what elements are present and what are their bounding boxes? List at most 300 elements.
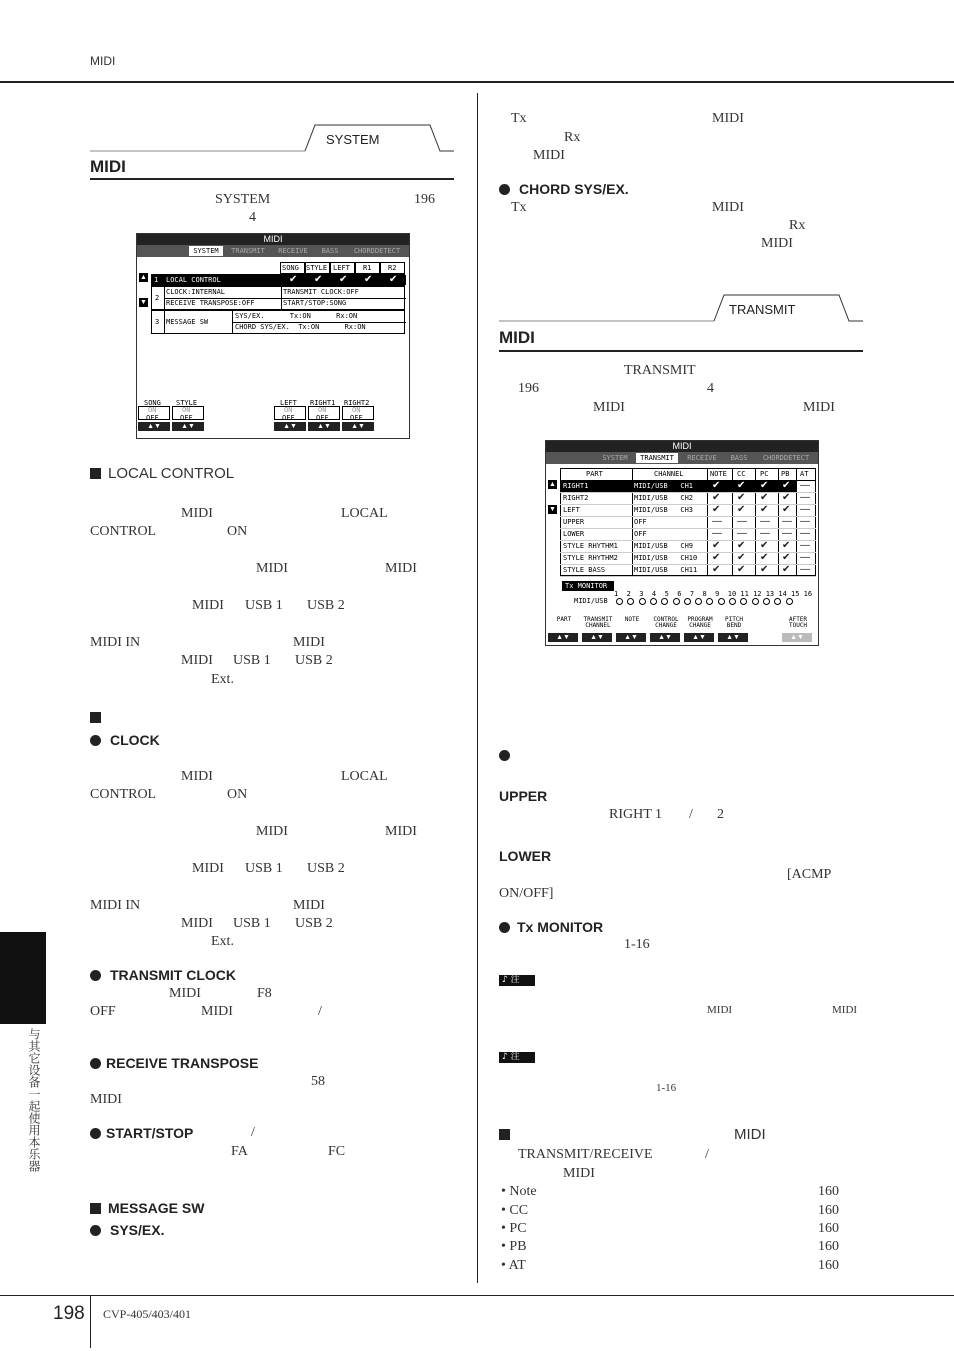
note2-icon: ♪ [502, 1052, 508, 1062]
note2-label: 注 [510, 1052, 520, 1062]
lc-l6c: USB 2 [295, 653, 333, 668]
clock-setting[interactable]: CLOCK:INTERNAL [166, 288, 226, 296]
style-on: ON [182, 406, 191, 414]
tx-lcd-tab-bar [546, 452, 818, 464]
lcd-tab-transmit[interactable]: TRANSMIT [231, 247, 265, 255]
scroll-up-icon[interactable]: ▲ [140, 274, 147, 281]
song-label: SONG [144, 399, 161, 407]
lcd-title: MIDI [137, 234, 409, 245]
dash-icon[interactable]: — [760, 516, 770, 527]
system-tab-label: SYSTEM [326, 132, 380, 147]
upper-l1c: 2 [717, 807, 724, 822]
row1-num: 1 [154, 276, 159, 284]
dash-icon[interactable]: — [800, 564, 810, 575]
monitor-dot [695, 598, 702, 605]
check-song[interactable]: ✔ [289, 274, 298, 285]
side-chapter-label: 与其它设备一起使用本乐器 [27, 1028, 41, 1172]
col-r2-label: R2 [388, 264, 397, 272]
dash-icon[interactable]: — [760, 528, 770, 539]
tx-arrows-icon[interactable]: ▲▼ [616, 633, 646, 642]
tx-scroll-up-icon[interactable]: ▲ [549, 481, 556, 488]
tx-row[interactable] [560, 565, 816, 577]
left-label: LEFT [280, 399, 297, 407]
rt-l2: MIDI [90, 1092, 122, 1107]
tx-bottom-label: CONTROL CHANGE [653, 616, 679, 629]
check-icon[interactable]: ✔ [712, 492, 721, 503]
transmit-tab-shape [499, 292, 863, 324]
check-icon[interactable]: ✔ [782, 564, 791, 575]
tx-arrows-icon[interactable]: ▲▼ [582, 633, 612, 642]
r-top-l2: Rx [564, 130, 581, 145]
event-note-val: 160 [818, 1184, 839, 1199]
check-style[interactable]: ✔ [314, 274, 323, 285]
tx-monitor-numbers: 1 2 3 4 5 6 7 8 9 10 11 12 13 14 15 16 [614, 590, 813, 598]
intro-page: 196 [414, 192, 435, 207]
transmit-clock-setting[interactable]: TRANSMIT CLOCK:OFF [283, 288, 359, 296]
monitor-dot [786, 598, 793, 605]
lc-l4c: USB 2 [307, 598, 345, 613]
chord-l3: MIDI [761, 236, 793, 251]
dash-icon[interactable]: — [800, 540, 810, 551]
lc-l4a: MIDI [192, 598, 224, 613]
row1-label: LOCAL CONTROL [166, 276, 221, 284]
col-song [280, 262, 305, 274]
local-control-heading: LOCAL CONTROL [108, 465, 235, 482]
tx-row-part: STYLE RHYTHM1 [563, 542, 618, 550]
monitor-dot [616, 598, 623, 605]
lc-l4b: USB 1 [245, 598, 283, 613]
check-icon[interactable]: ✔ [760, 480, 769, 491]
intro-system: SYSTEM [215, 192, 271, 207]
tx-bottom-label: NOTE [624, 616, 640, 623]
check-icon[interactable]: ✔ [712, 564, 721, 575]
tx-bottom-button[interactable] [616, 616, 648, 643]
tx-row-channel: MIDI/USB CH2 [634, 494, 694, 502]
tx-col-note: NOTE [710, 470, 727, 478]
part-bullet-icon [499, 750, 510, 761]
lc-l3a: MIDI [256, 561, 288, 576]
lc-l1a: MIDI [181, 506, 213, 521]
r-intro-l1: TRANSMIT [624, 363, 696, 378]
event-at-val: 160 [818, 1258, 839, 1273]
col-style-label: STYLE [306, 264, 328, 272]
clk-l1b: LOCAL [341, 769, 388, 784]
tx-bottom-label: TRANSMIT CHANNEL [583, 616, 613, 629]
dash-icon[interactable]: — [782, 528, 792, 539]
monitor-dot [673, 598, 680, 605]
transmit-clock-heading: TRANSMIT CLOCK [110, 967, 236, 983]
chord-heading: CHORD SYS/EX. [519, 181, 629, 197]
tx-bottom-label: PITCH BEND [724, 616, 744, 629]
tx-row-part: LEFT [563, 506, 580, 514]
right2-on: ON [352, 406, 361, 414]
tx-row-channel: MIDI/USB CH10 [634, 554, 698, 562]
ss-slash: / [251, 1125, 255, 1140]
left-arrows[interactable]: ▲▼ [274, 422, 306, 431]
tx-lcd-title: MIDI [546, 441, 818, 452]
clk-l5a: MIDI IN [90, 898, 141, 913]
tx-row[interactable] [560, 553, 816, 565]
dash-icon[interactable]: — [800, 480, 810, 491]
monitor-dot [763, 598, 770, 605]
tx-bottom-button[interactable] [782, 616, 814, 643]
left-on: ON [284, 406, 293, 414]
lcd-group-3 [151, 310, 405, 334]
tx-row-channel: MIDI/USB CH9 [634, 542, 694, 550]
events-square-icon [499, 1129, 510, 1140]
col-style [305, 262, 330, 274]
tx-col-cc: CC [737, 470, 746, 478]
right-section-rule [499, 350, 863, 352]
right2-arrows[interactable]: ▲▼ [342, 422, 374, 431]
check-icon[interactable]: ✔ [782, 540, 791, 551]
model-name: CVP-405/403/401 [103, 1307, 192, 1321]
chord-bullet-icon [499, 184, 510, 195]
right1-on: ON [318, 406, 327, 414]
check-icon[interactable]: ✔ [737, 492, 746, 503]
tx-row[interactable] [560, 529, 816, 541]
check-icon[interactable]: ✔ [737, 564, 746, 575]
event-pb-val: 160 [818, 1239, 839, 1254]
tx-row[interactable] [560, 505, 816, 517]
chord-l2: Rx [789, 218, 806, 233]
side-chapter-tab [0, 932, 46, 1024]
transmit-clock-bullet-icon [90, 970, 101, 981]
monitor-dot [718, 598, 725, 605]
style-label: STYLE [176, 399, 198, 407]
clock-bullet-icon [90, 735, 101, 746]
check-icon[interactable]: ✔ [712, 480, 721, 491]
clk-l6a: MIDI [181, 916, 213, 931]
receive-transpose-bullet-icon [90, 1058, 101, 1069]
note1-icon: ♪ [502, 975, 508, 985]
r-top-l3: MIDI [533, 148, 565, 163]
message-sw-label: MESSAGE SW [166, 318, 209, 326]
tx-row-part: RIGHT2 [563, 494, 589, 502]
tx-row-part: STYLE BASS [563, 566, 606, 574]
lcd-row-local-control[interactable] [151, 274, 405, 286]
start-stop-bullet-icon [90, 1128, 101, 1139]
monitor-dot [627, 598, 634, 605]
tx-monitor-l1: 1-16 [624, 937, 650, 952]
dash-icon[interactable]: — [782, 516, 792, 527]
col-song-label: SONG [282, 264, 299, 272]
check-icon[interactable]: ✔ [782, 552, 791, 563]
lc-l5b: MIDI [293, 635, 325, 650]
check-icon[interactable]: ✔ [782, 492, 791, 503]
check-icon[interactable]: ✔ [782, 504, 791, 515]
message-sw-heading: MESSAGE SW [108, 1200, 205, 1216]
lcd-tab-system[interactable]: SYSTEM [189, 246, 223, 256]
events-heading: MIDI [734, 1126, 766, 1143]
upper-heading: UPPER [499, 788, 548, 804]
tx-arrows-icon[interactable]: ▲▼ [782, 633, 812, 642]
monitor-dot [706, 598, 713, 605]
right-section-title: MIDI [499, 328, 535, 347]
tx-bottom-label: AFTER TOUCH [788, 616, 808, 629]
section-square-icon [90, 712, 101, 723]
note2-badge [499, 1052, 535, 1063]
tx-monitor-bullet-icon [499, 922, 510, 933]
lc-l3b: MIDI [385, 561, 417, 576]
lcd-tab-chorddetect[interactable]: CHORDDETECT [353, 247, 401, 255]
ss-l1a: FA [231, 1144, 248, 1159]
check-icon[interactable]: ✔ [760, 504, 769, 515]
tx-tab-transmit[interactable]: TRANSMIT [636, 453, 678, 463]
tx-arrows-icon[interactable]: ▲▼ [650, 633, 680, 642]
tc-l2c: / [318, 1004, 322, 1019]
event-at: • AT [501, 1258, 526, 1273]
dash-icon[interactable]: — [737, 528, 747, 539]
r-intro-l2b: 4 [707, 381, 714, 396]
song-off: OFF [146, 414, 159, 422]
local-control-square-icon [90, 468, 101, 479]
check-icon[interactable]: ✔ [712, 540, 721, 551]
transmit-tab-label: TRANSMIT [729, 302, 796, 317]
check-icon[interactable]: ✔ [760, 492, 769, 503]
lower-l2: ON/OFF] [499, 886, 554, 901]
tx-bottom-button[interactable] [582, 616, 614, 643]
dash-icon[interactable]: — [800, 552, 810, 563]
header-rule [0, 81, 954, 83]
transmit-lcd-screen [545, 440, 819, 646]
tx-row-channel: OFF [634, 518, 647, 526]
monitor-dot [774, 598, 781, 605]
lower-heading: LOWER [499, 848, 552, 864]
event-pc: • PC [501, 1221, 527, 1236]
tx-row-part: LOWER [563, 530, 585, 538]
clk-l3a: MIDI [256, 824, 288, 839]
tx-arrows-icon[interactable]: ▲▼ [548, 633, 578, 642]
tx-row-part: RIGHT1 [563, 482, 589, 490]
intro-step: 4 [249, 210, 256, 225]
tx-tab-bass[interactable]: BASS [730, 454, 748, 462]
right2-off: OFF [350, 414, 363, 422]
tx-monitor-row-label: MIDI/USB [574, 597, 608, 605]
dash-icon[interactable]: — [737, 516, 747, 527]
receive-transpose-heading: RECEIVE TRANSPOSE [106, 1055, 259, 1071]
event-pc-val: 160 [818, 1221, 839, 1236]
tx-row-part: STYLE RHYTHM2 [563, 554, 618, 562]
lc-l1b: LOCAL [341, 506, 388, 521]
check-r2[interactable]: ✔ [389, 274, 398, 285]
check-icon[interactable]: ✔ [712, 552, 721, 563]
check-r1[interactable]: ✔ [364, 274, 373, 285]
r-intro-l3a: MIDI [593, 400, 625, 415]
monitor-dot [752, 598, 759, 605]
tc-l2a: OFF [90, 1004, 116, 1019]
check-icon[interactable]: ✔ [737, 504, 746, 515]
row2-num: 2 [155, 294, 160, 302]
tx-bottom-button[interactable] [718, 616, 750, 643]
receive-transpose-setting[interactable]: RECEIVE TRANSPOSE:OFF [166, 299, 255, 307]
clk-l4a: MIDI [192, 861, 224, 876]
clk-l1a: MIDI [181, 769, 213, 784]
monitor-dot [729, 598, 736, 605]
left-off: OFF [282, 414, 295, 422]
r-top-l1a: Tx [511, 111, 527, 126]
check-icon[interactable]: ✔ [737, 552, 746, 563]
check-icon[interactable]: ✔ [737, 480, 746, 491]
tx-scroll-down-icon[interactable]: ▼ [549, 506, 556, 513]
r-intro-l3b: MIDI [803, 400, 835, 415]
style-off: OFF [180, 414, 193, 422]
chord-l1b: MIDI [712, 200, 744, 215]
tx-row-part: UPPER [563, 518, 585, 526]
events-l1b: / [705, 1147, 709, 1162]
tx-col-part: PART [586, 470, 603, 478]
clk-l4c: USB 2 [307, 861, 345, 876]
clk-l5b: MIDI [293, 898, 325, 913]
tx-monitor-label: Tx MONITOR [565, 582, 608, 590]
col-r1-label: R1 [363, 264, 372, 272]
footer-divider [90, 1296, 91, 1348]
scroll-down-icon[interactable]: ▼ [140, 299, 147, 306]
clk-l2b: ON [227, 787, 248, 802]
clk-l3b: MIDI [385, 824, 417, 839]
sysex-bullet-icon [90, 1225, 101, 1236]
r-intro-l2a: 196 [518, 381, 539, 396]
note2-l1: 1-16 [656, 1082, 677, 1094]
event-note: • Note [501, 1184, 537, 1199]
clock-heading: CLOCK [110, 732, 160, 748]
check-icon[interactable]: ✔ [760, 564, 769, 575]
check-icon[interactable]: ✔ [760, 540, 769, 551]
chord-sysex-setting[interactable]: CHORD SYS/EX. Tx:ON Rx:ON [235, 323, 366, 331]
tx-row[interactable] [560, 517, 816, 529]
style-arrows[interactable]: ▲▼ [172, 422, 204, 431]
sysex-setting[interactable]: SYS/EX. Tx:ON Rx:ON [235, 312, 358, 320]
tx-bottom-button[interactable] [684, 616, 716, 643]
lc-l6a: MIDI [181, 653, 213, 668]
check-icon[interactable]: ✔ [760, 552, 769, 563]
event-pb: • PB [501, 1239, 527, 1254]
note1-l1a: MIDI [707, 1004, 733, 1016]
col-r2 [380, 262, 405, 274]
tx-bottom-button[interactable] [650, 616, 682, 643]
tx-col-pc: PC [760, 470, 769, 478]
dash-icon[interactable]: — [712, 516, 722, 527]
chord-l1a: Tx [511, 200, 527, 215]
tx-arrows-icon[interactable]: ▲▼ [684, 633, 714, 642]
column-divider [477, 93, 478, 1283]
ss-l1b: FC [328, 1144, 346, 1159]
tx-tab-chorddetect[interactable]: CHORDDETECT [762, 454, 810, 462]
system-lcd-screen [136, 233, 410, 439]
monitor-dot [639, 598, 646, 605]
tx-row-channel: MIDI/USB CH11 [634, 566, 698, 574]
events-l1a: TRANSMIT/RECEIVE [518, 1147, 653, 1162]
note1-l1b: MIDI [832, 1004, 858, 1016]
start-stop-setting[interactable]: START/STOP:SONG [283, 299, 347, 307]
r-top-l1b: MIDI [712, 111, 744, 126]
tx-col-at: AT [800, 470, 809, 478]
upper-l1a: RIGHT 1 [609, 807, 663, 822]
tx-row[interactable] [560, 541, 816, 553]
lcd-group-2 [151, 286, 405, 310]
check-left[interactable]: ✔ [339, 274, 348, 285]
row3-num: 3 [155, 318, 160, 326]
check-icon[interactable]: ✔ [737, 540, 746, 551]
clk-l6c: USB 2 [295, 916, 333, 931]
clk-l2a: CONTROL [90, 787, 157, 802]
monitor-dot [684, 598, 691, 605]
message-sw-square-icon [90, 1203, 101, 1214]
lc-l7: Ext. [211, 672, 234, 687]
dash-icon[interactable]: — [800, 516, 810, 527]
tx-row-channel: OFF [634, 530, 647, 538]
tx-row-channel: MIDI/USB CH1 [634, 482, 694, 490]
song-on: ON [148, 406, 157, 414]
tx-arrows-icon[interactable]: ▲▼ [718, 633, 748, 642]
event-cc-val: 160 [818, 1203, 839, 1218]
lc-l2a: CONTROL [90, 524, 157, 539]
note1-label: 注 [510, 975, 520, 985]
monitor-dot [661, 598, 668, 605]
sysex-heading: SYS/EX. [110, 1222, 165, 1238]
upper-l1b: / [689, 807, 693, 822]
tx-bottom-label: PART [556, 616, 572, 623]
lcd-tab-bar [137, 245, 409, 257]
system-tab-shape [90, 122, 454, 154]
tx-tab-receive[interactable]: RECEIVE [687, 454, 717, 462]
clk-l4b: USB 1 [245, 861, 283, 876]
tx-bottom-label: PROGRAM CHANGE [687, 616, 713, 629]
right1-label: RIGHT1 [310, 399, 336, 407]
page-number: 198 [53, 1303, 85, 1324]
footer-rule [0, 1295, 954, 1296]
monitor-dot [650, 598, 657, 605]
col-left-label: LEFT [333, 264, 350, 272]
dash-icon[interactable]: — [800, 528, 810, 539]
lc-l6b: USB 1 [233, 653, 271, 668]
tc-l2b: MIDI [201, 1004, 233, 1019]
lcd-tab-receive[interactable]: RECEIVE [278, 247, 308, 255]
note1-badge [499, 975, 535, 986]
col-left [330, 262, 355, 274]
running-header: MIDI [90, 54, 116, 68]
tx-row[interactable] [560, 493, 816, 505]
lc-l5a: MIDI IN [90, 635, 141, 650]
tx-tab-system[interactable]: SYSTEM [602, 454, 628, 462]
rt-l1: 58 [311, 1074, 325, 1089]
tc-l1a: MIDI [169, 986, 201, 1001]
tx-bottom-button[interactable] [548, 616, 580, 643]
event-cc: • CC [501, 1203, 529, 1218]
dash-icon[interactable]: — [800, 504, 810, 515]
tx-row[interactable] [560, 481, 816, 493]
col-r1 [355, 262, 380, 274]
dash-icon[interactable]: — [712, 528, 722, 539]
right2-label: RIGHT2 [344, 399, 370, 407]
tx-monitor-heading: Tx MONITOR [517, 919, 604, 935]
lcd-tab-bass[interactable]: BASS [321, 247, 339, 255]
check-icon[interactable]: ✔ [782, 480, 791, 491]
tc-l1b: F8 [257, 986, 272, 1001]
tx-col-pb: PB [781, 470, 790, 478]
monitor-dot [740, 598, 747, 605]
song-arrows[interactable]: ▲▼ [138, 422, 170, 431]
clk-l7: Ext. [211, 934, 234, 949]
events-l2: MIDI [563, 1166, 595, 1181]
dash-icon[interactable]: — [800, 492, 810, 503]
tx-col-channel: CHANNEL [654, 470, 684, 478]
right1-off: OFF [316, 414, 329, 422]
lower-l1: [ACMP [787, 867, 832, 882]
right1-arrows[interactable]: ▲▼ [308, 422, 340, 431]
check-icon[interactable]: ✔ [712, 504, 721, 515]
left-section-rule [90, 178, 454, 180]
